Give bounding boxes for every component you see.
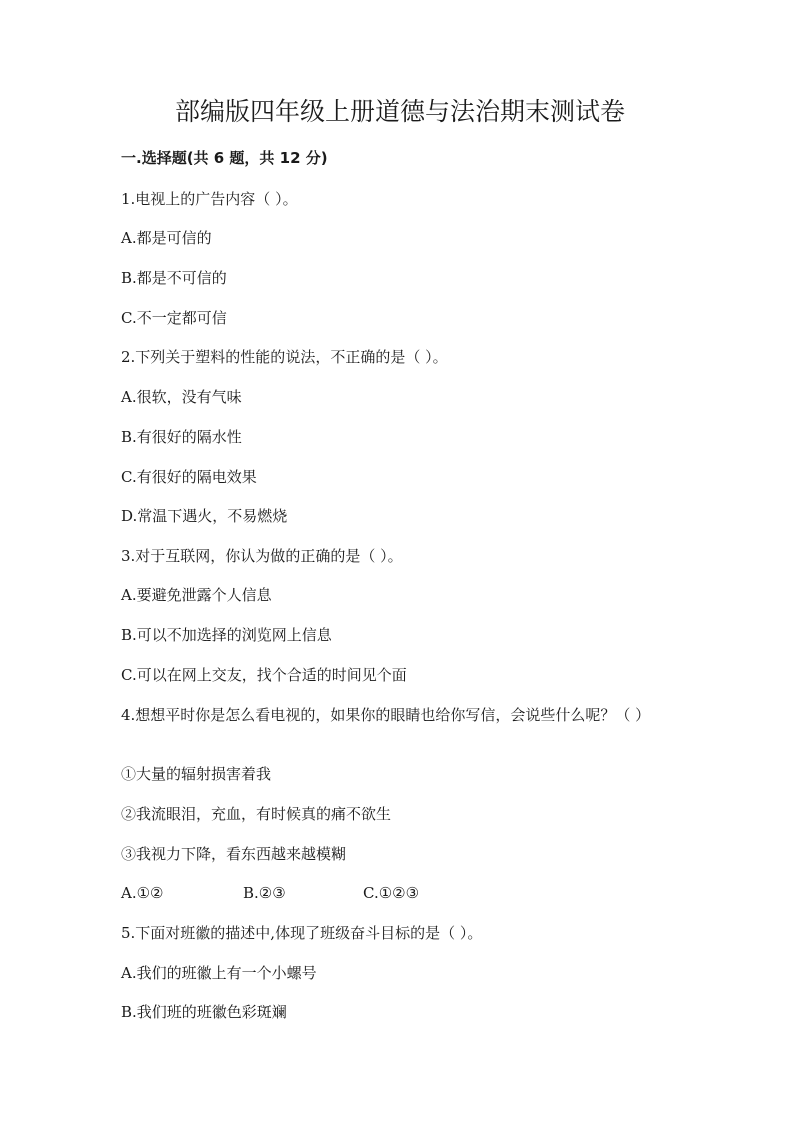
question-2-option-c: C.有很好的隔电效果 <box>121 468 257 486</box>
question-2-option-d: D.常温下遇火，不易燃烧 <box>121 507 288 525</box>
question-4-statement-3: ③我视力下降，看东西越来越模糊 <box>121 845 347 863</box>
question-4-options <box>121 882 419 904</box>
question-1-stem: 1.电视上的广告内容（ ）。 <box>121 190 298 208</box>
question-2-option-b: B.有很好的隔水性 <box>121 428 242 446</box>
question-3-option-b: B.可以不加选择的浏览网上信息 <box>121 626 332 644</box>
question-5-option-a: A.我们的班徽上有一个小螺号 <box>121 964 317 982</box>
question-5-stem: 5.下面对班徽的描述中,体现了班级奋斗目标的是（ ）。 <box>121 924 483 942</box>
question-4-statement-1: ①大量的辐射损害着我 <box>121 765 272 783</box>
question-2-stem: 2.下列关于塑料的性能的说法，不正确的是（ ）。 <box>121 348 448 366</box>
question-4-option-b: B.②③ <box>243 884 286 902</box>
question-3-option-a: A.要避免泄露个人信息 <box>121 586 272 604</box>
question-4-statement-2: ②我流眼泪，充血，有时候真的痛不欲生 <box>121 805 392 823</box>
section-heading: 一.选择题(共 6 题，共 12 分) <box>121 149 328 167</box>
question-3-option-c: C.可以在网上交友，找个合适的时间见个面 <box>121 666 407 684</box>
question-3-stem: 3.对于互联网，你认为做的正确的是（ ）。 <box>121 547 403 565</box>
question-5-option-b: B.我们班的班徽色彩斑斓 <box>121 1003 287 1021</box>
question-4-option-a: A.①② <box>121 884 164 902</box>
question-1-option-b: B.都是不可信的 <box>121 269 227 287</box>
document-title: 部编版四年级上册道德与法治期末测试卷 <box>174 97 625 126</box>
question-4-option-c: C.①②③ <box>363 884 420 902</box>
question-1-option-c: C.不一定都可信 <box>121 309 227 327</box>
question-4-stem: 4.想想平时你是怎么看电视的，如果你的眼睛也给你写信，会说些什么呢？（ ） <box>121 706 651 724</box>
question-2-option-a: A.很软，没有气味 <box>121 388 242 406</box>
question-1-option-a: A.都是可信的 <box>121 229 212 247</box>
